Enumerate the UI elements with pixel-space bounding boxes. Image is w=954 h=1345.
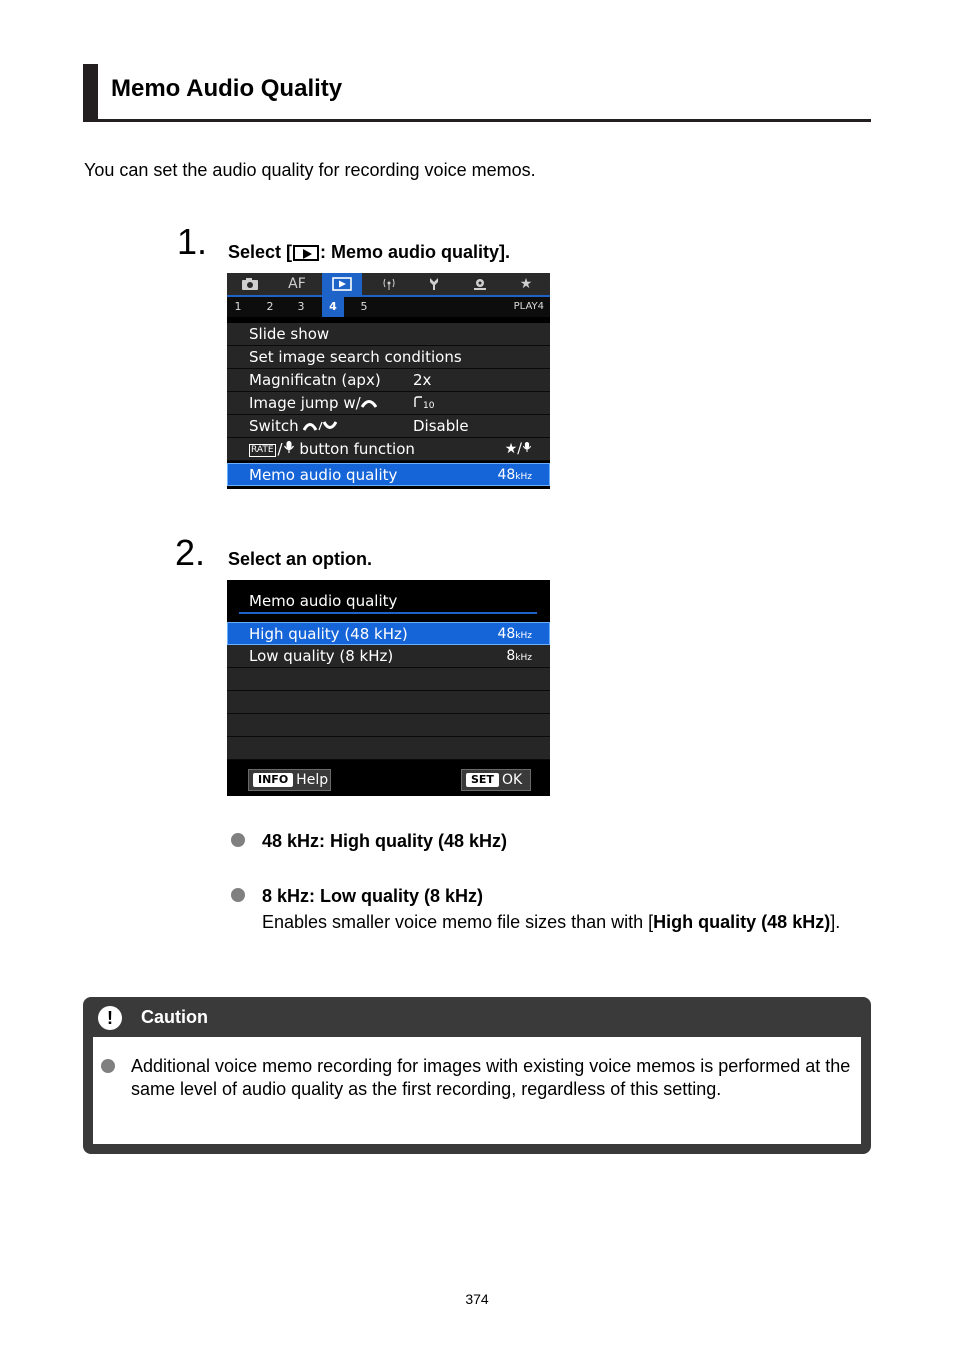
info-key: INFO xyxy=(253,773,293,787)
menu-item-label xyxy=(249,415,337,437)
set-key: SET xyxy=(466,773,499,787)
title-underline xyxy=(83,119,871,122)
screen-footer xyxy=(227,761,550,796)
page-number: 374 xyxy=(465,1291,489,1307)
quality-number: 48 xyxy=(497,467,516,483)
menu-item-switch[interactable] xyxy=(227,415,550,438)
menu-item-value xyxy=(413,392,434,417)
subtab-3[interactable]: 3 xyxy=(297,300,305,313)
step-2-text: Select an option. xyxy=(228,549,373,569)
option-unit: kHz xyxy=(515,653,532,663)
step-1-number: 1. xyxy=(177,221,208,262)
rate-badge: RATE xyxy=(251,445,274,455)
quality-unit: kHz xyxy=(515,472,532,482)
af-tab[interactable]: AF xyxy=(288,276,306,292)
dial-switch-icon xyxy=(303,421,337,431)
help-button[interactable] xyxy=(248,769,331,791)
step-2-number: 2. xyxy=(175,532,206,573)
wireless-icon[interactable] xyxy=(369,273,409,295)
step-1-suffix: : Memo audio quality]. xyxy=(320,242,511,262)
menu-item-image-search[interactable] xyxy=(227,346,550,369)
menu-tab-bar xyxy=(227,273,550,295)
bullet-dot xyxy=(101,1059,115,1073)
menu-item-label: Slide show xyxy=(249,325,330,343)
camera-icon[interactable] xyxy=(230,273,270,295)
menu-subtab-bar xyxy=(227,297,550,317)
button-function-text: button function xyxy=(299,440,415,458)
menu-item-magnification[interactable] xyxy=(227,369,550,392)
description-end: ]. xyxy=(830,912,841,932)
menu-item-label xyxy=(249,392,377,414)
header-underline xyxy=(239,612,537,614)
subtab-5[interactable]: 5 xyxy=(360,300,368,313)
ok-button[interactable] xyxy=(461,769,531,791)
screen-header: Memo audio quality xyxy=(249,592,398,610)
empty-row xyxy=(227,691,550,714)
option-number: 8 xyxy=(506,648,516,664)
empty-row xyxy=(227,737,550,760)
menu-item-button-function[interactable] xyxy=(227,438,550,461)
empty-row xyxy=(227,714,550,737)
playback-tab-icon xyxy=(293,245,319,261)
setup-icon[interactable] xyxy=(414,273,454,295)
bullet-8khz-heading: 8 kHz: Low quality (8 kHz) xyxy=(262,886,484,906)
menu-item-label: Memo audio quality xyxy=(249,466,398,484)
menu-item-memo-audio-quality[interactable] xyxy=(227,463,550,486)
caution-title: Caution xyxy=(141,1007,208,1027)
subtab-2[interactable]: 2 xyxy=(266,300,274,313)
jump-count: 10 xyxy=(423,401,435,411)
menu-item-label: RATE / button function xyxy=(251,440,415,458)
option-value xyxy=(497,623,532,647)
page-title: Memo Audio Quality xyxy=(111,75,343,102)
menu-item-label: Magnificatn (apx) xyxy=(249,371,381,389)
menu-item-value: 2x xyxy=(413,371,432,389)
menu-item-value xyxy=(497,464,532,488)
jump-icon xyxy=(413,396,423,408)
step-1-text xyxy=(228,240,510,264)
title-accent-bar xyxy=(83,64,98,121)
subtab-4[interactable]: 4 xyxy=(322,297,344,317)
menu-item-value xyxy=(505,438,532,460)
camera-menu-screen xyxy=(227,273,550,489)
tab-label: PLAY4 xyxy=(513,301,544,312)
star-icon[interactable]: ★ xyxy=(519,276,533,292)
caution-text: Additional voice memo recording for images with existing voice memos is performed at the same level of audio quality as the first recording, regardless of this setting. xyxy=(131,1056,851,1099)
option-unit: kHz xyxy=(515,631,532,641)
caution-icon: ! xyxy=(98,1006,122,1030)
audio-quality-screen xyxy=(227,580,550,796)
description-text: Enables smaller voice memo file sizes than with [ xyxy=(262,912,654,932)
image-jump-text: Image jump w/ xyxy=(249,394,361,412)
rating-value: ★/ xyxy=(504,441,522,457)
switch-text: Switch xyxy=(249,417,299,435)
option-low-quality[interactable] xyxy=(227,645,550,668)
description-bold: High quality (48 kHz) xyxy=(653,912,831,932)
bullet-8khz-description xyxy=(262,911,842,934)
bullet-dot xyxy=(231,888,245,902)
option-high-quality[interactable] xyxy=(227,622,550,645)
microphone-icon xyxy=(283,440,295,454)
ok-label: OK xyxy=(501,772,523,788)
option-value xyxy=(506,645,532,669)
bullet-48khz-heading: 48 kHz: High quality (48 kHz) xyxy=(262,831,508,851)
option-label: Low quality (8 kHz) xyxy=(249,647,394,665)
main-dial-icon xyxy=(361,398,377,408)
step-1-prefix: Select [ xyxy=(228,242,293,262)
option-label: High quality (48 kHz) xyxy=(249,625,408,643)
menu-item-value: Disable xyxy=(413,417,469,435)
empty-row xyxy=(227,668,550,691)
custom-icon[interactable] xyxy=(460,273,500,295)
subtab-1[interactable]: 1 xyxy=(234,300,242,313)
intro-text: You can set the audio quality for recording voice memos. xyxy=(84,160,536,180)
option-number: 48 xyxy=(497,626,516,642)
help-label: Help xyxy=(296,772,329,788)
menu-item-slide-show[interactable] xyxy=(227,323,550,346)
menu-item-image-jump[interactable] xyxy=(227,392,550,415)
microphone-icon xyxy=(522,441,532,453)
menu-item-label: Set image search conditions xyxy=(249,348,462,366)
bullet-dot xyxy=(231,833,245,847)
playback-icon[interactable] xyxy=(322,273,362,295)
